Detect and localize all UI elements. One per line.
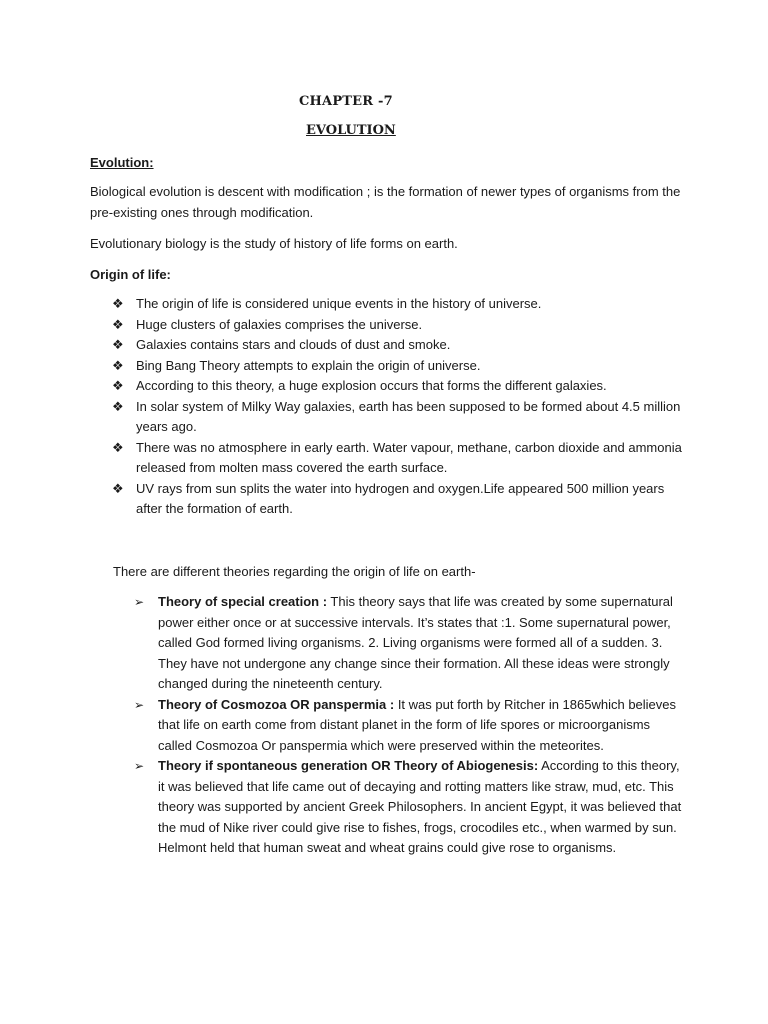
theory-title: Theory if spontaneous generation OR Theory of Abiogenesis:	[158, 758, 539, 773]
list-item: ❖ There was no atmosphere in early earth. Water vapour, methane, carbon dioxide and ammonia released from molten mass covered the earth surface.	[112, 439, 682, 475]
evolutionary-biology-paragraph: Evolutionary biology is the study of history of life forms on earth.	[90, 236, 458, 251]
list-item: ❖ Huge clusters of galaxies comprises the universe.	[112, 315, 682, 336]
list-item: ❖ The origin of life is considered unique events in the history of universe.	[112, 294, 682, 315]
theory-text: It was put forth by Ritcher in 1865which believes that life on earth come from distant planet in the form of life spores or microorganisms called Cosmozoa Or panspermia which were preserved within the meteorites.	[158, 696, 677, 753]
origin-of-life-list	[112, 294, 682, 520]
chapter-number: CHAPTER -7	[299, 94, 393, 109]
origin-of-life-heading: Origin of life:	[90, 267, 171, 282]
theory-text: This theory says that life was created by some supernatural power either once or at successive intervals. It’s states that :1. Some supernatural power, called God formed living organisms. 2. Living organisms were formed all of a sudden. 3. They have not undergone any change since their formation. All these ideas were strongly changed during the nineteenth century.	[158, 594, 673, 691]
evolution-definition: Biological evolution is descent with modification ; is the formation of newer types of organisms from the pre-existing ones through modification.	[90, 184, 681, 220]
diamond-bullet-icon: ❖	[112, 337, 124, 352]
arrow-bullet-icon: ➢	[134, 697, 145, 712]
list-item: ❖ Bing Bang Theory attempts to explain the origin of universe.	[112, 356, 682, 377]
list-item	[134, 695, 684, 757]
list-item: ❖ UV rays from sun splits the water into hydrogen and oxygen.Life appeared 500 million years after the formation of earth.	[112, 480, 665, 516]
list-item	[134, 756, 684, 859]
arrow-bullet-icon: ➢	[134, 595, 145, 609]
diamond-bullet-icon: ❖	[112, 398, 124, 414]
list-item: ❖ In solar system of Milky Way galaxies, earth has been supposed to be formed about 4.5 million years ago.	[112, 398, 681, 434]
diamond-bullet-icon: ❖	[112, 378, 124, 393]
diamond-bullet-icon: ❖	[112, 357, 124, 373]
chapter-title: EVOLUTION	[306, 123, 396, 138]
theory-title: Theory of Cosmozoa OR panspermia :	[158, 696, 395, 712]
list-item: ❖ According to this theory, a huge explosion occurs that forms the different galaxies.	[112, 376, 682, 397]
theories-list	[134, 592, 684, 859]
list-item: ❖ Galaxies contains stars and clouds of dust and smoke.	[112, 335, 682, 356]
diamond-bullet-icon: ❖	[112, 439, 124, 455]
arrow-bullet-icon: ➢	[134, 759, 145, 773]
diamond-bullet-icon: ❖	[112, 316, 124, 332]
list-item	[134, 592, 684, 695]
diamond-bullet-icon: ❖	[112, 480, 124, 496]
theory-title: Theory of special creation :	[158, 594, 328, 609]
evolution-heading: Evolution:	[90, 155, 154, 170]
diamond-bullet-icon: ❖	[112, 296, 124, 311]
theory-text: According to this theory, it was believed that life came out of decaying and rotting matters like straw, mud, etc. This theory was supported by ancient Greek Philosophers. In ancient Egypt, it was believed that the mud of Nike river could give rise to fishes, frogs, crocodiles etc., when warmed by sun. Helmont held that human sweat and wheat grains could give rose to organisms.	[158, 758, 682, 855]
theories-intro: There are different theories regarding the origin of life on earth-	[113, 564, 476, 579]
